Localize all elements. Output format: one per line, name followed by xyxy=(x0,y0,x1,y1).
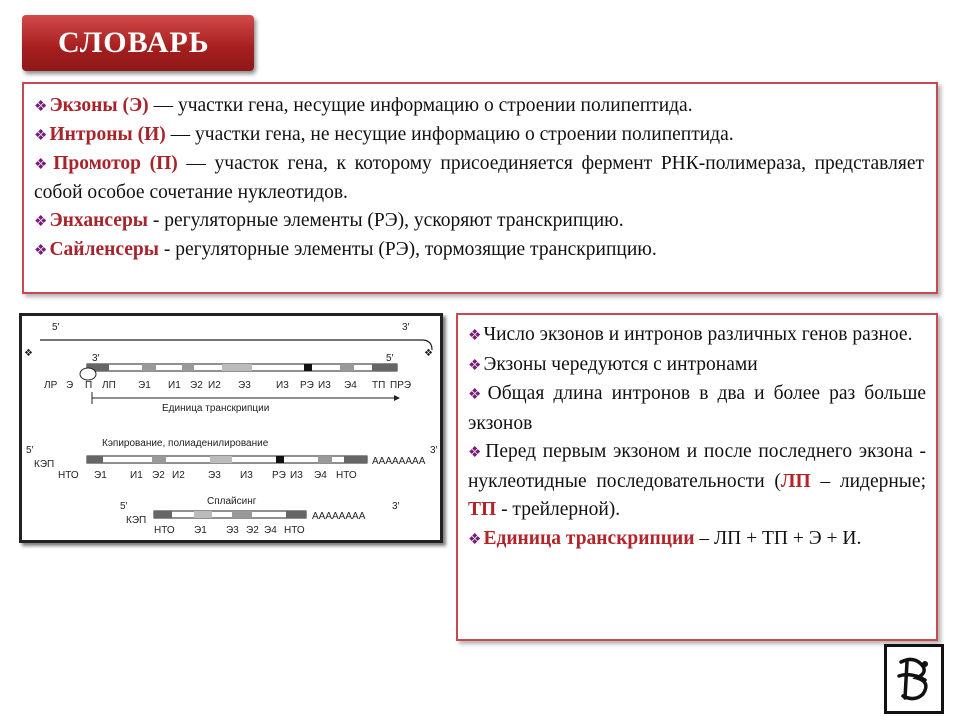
definition-term: Сайленсеры xyxy=(49,239,159,260)
rna2-label: Э1 xyxy=(194,525,207,536)
gene-label: И2 xyxy=(208,380,221,391)
exon-segment xyxy=(142,364,156,371)
rna2-label: Э4 xyxy=(264,525,277,536)
fact-item xyxy=(468,351,926,381)
rna2-tail: АААААААА xyxy=(312,511,366,522)
gene-label: И3 xyxy=(318,380,331,391)
definition-text: — участки гена, несущие информацию о строении полипептида. xyxy=(148,95,693,116)
bottom-3-end: 3′ xyxy=(92,353,100,364)
gene-label: П xyxy=(85,380,93,391)
gene-label: И1 xyxy=(168,380,181,391)
dna-top-3-end: 3′ xyxy=(402,322,410,333)
mature-mrna-bar xyxy=(154,511,306,518)
definition-item xyxy=(34,92,924,121)
gene-label: Э1 xyxy=(138,380,151,391)
gene-label: ТП xyxy=(372,380,386,391)
definition-text: — участки гена, не несущие информацию о строении полипептида. xyxy=(165,124,734,145)
definition-term: Интроны (И) xyxy=(49,124,166,145)
wave-icon: ❖ xyxy=(24,348,33,359)
fact-item xyxy=(468,438,926,525)
rna2-3-end: 3′ xyxy=(392,501,400,512)
rna1-label: Э2 xyxy=(152,470,165,481)
definition-term: Экзоны (Э) xyxy=(49,95,149,116)
splicing-label: Сплайсинг xyxy=(207,496,257,507)
fact-text: - трейлерной). xyxy=(496,499,621,520)
gene-label: Э xyxy=(66,380,74,391)
rna1-3-end: 3′ xyxy=(430,445,438,456)
definition-term: Энхансеры xyxy=(49,210,149,231)
trailer-term: ТП xyxy=(468,499,497,520)
fact-text: Экзоны чередуются с интронами xyxy=(483,353,758,375)
rna2-label: Э2 xyxy=(246,525,259,536)
exon-segment xyxy=(340,364,354,371)
rna1-label: НТО xyxy=(336,470,357,481)
bullet-icon: ❖ xyxy=(468,445,484,461)
facts-box xyxy=(456,313,938,641)
definition-item xyxy=(34,236,924,265)
fact-text: Общая длина интронов в два и более раз больше экзонов xyxy=(468,383,926,434)
rna1-label: И3 xyxy=(240,470,253,481)
rna1-cap: КЭП xyxy=(34,459,55,470)
bullet-icon: ❖ xyxy=(34,128,48,144)
exon-segment xyxy=(182,364,194,371)
bullet-icon: ❖ xyxy=(34,214,48,230)
fact-item xyxy=(468,525,926,555)
fact-text: – ЛП + ТП + Э + И. xyxy=(694,527,862,549)
bullet-icon: ❖ xyxy=(468,531,482,548)
fact-item xyxy=(468,380,926,438)
rna1-label: Э3 xyxy=(208,470,221,481)
definition-text: - регуляторные элементы (РЭ), ускоряют транскрипцию. xyxy=(148,210,624,231)
trailer-segment xyxy=(372,364,397,371)
gene-label: Э4 xyxy=(344,380,357,391)
gene-label: И3 xyxy=(276,380,289,391)
fact-text: Перед первым экзоном и после последнего экзона - нуклеотидные последовательности ( xyxy=(468,441,926,492)
fact-text: Число экзонов и интронов различных генов разное. xyxy=(483,324,913,345)
definition-item xyxy=(34,207,924,236)
bullet-icon: ❖ xyxy=(468,357,482,374)
rna1-label: НТО xyxy=(58,470,79,481)
definition-item xyxy=(34,121,924,150)
rna1-label: Э4 xyxy=(314,470,327,481)
gene-label: Э3 xyxy=(238,380,251,391)
rna2-label: НТО xyxy=(154,525,175,536)
bullet-icon: ❖ xyxy=(34,99,48,115)
rna1-label: И1 xyxy=(130,470,143,481)
rna2-label: Э3 xyxy=(226,525,239,536)
regulatory-segment xyxy=(304,364,312,371)
exon-segment xyxy=(222,364,252,371)
promoter-marker xyxy=(80,368,96,380)
fact-item xyxy=(468,321,926,351)
transcription-unit-label: Единица транскрипции xyxy=(162,403,270,414)
gene-label: РЭ xyxy=(300,380,314,391)
rna1-label: И3 xyxy=(290,470,303,481)
gene-label: ПРЭ xyxy=(390,380,412,391)
definition-text: - регуляторные элементы (РЭ), тормозящие транскрипцию. xyxy=(158,239,657,260)
bullet-icon: ❖ xyxy=(34,157,52,173)
title-banner xyxy=(22,15,254,71)
rna1-5-end: 5′ xyxy=(26,445,34,456)
definition-text: — участок гена, к которому присоединяется фермент РНК-полимераза, представляет собой особое сочетание нуклеотидов. xyxy=(34,153,925,203)
gene-label: Э2 xyxy=(190,380,203,391)
definitions-box xyxy=(22,82,938,294)
bullet-icon: ❖ xyxy=(468,387,486,403)
wave-icon: ❖ xyxy=(424,348,433,359)
monogram-logo-icon xyxy=(891,652,937,706)
rna1-tail: АААААААА xyxy=(372,456,426,467)
rna1-label: Э1 xyxy=(94,470,107,481)
gene-label: ЛП xyxy=(102,380,116,391)
rna1-label: И2 xyxy=(172,470,185,481)
gene-label: ЛР xyxy=(44,380,58,391)
rna1-label: РЭ xyxy=(272,470,286,481)
monogram-logo xyxy=(884,644,944,714)
page-title: СЛОВАРЬ xyxy=(58,26,210,59)
bottom-5-end: 5′ xyxy=(386,353,394,364)
rna2-5-end: 5′ xyxy=(120,501,128,512)
rna2-cap: КЭП xyxy=(126,515,147,526)
definition-term: Промотор (П) xyxy=(53,153,178,174)
fact-text: – лидерные; xyxy=(810,470,926,492)
rna2-label: НТО xyxy=(284,525,305,536)
definition-item xyxy=(34,150,924,207)
bullet-icon: ❖ xyxy=(34,243,48,259)
gene-diagram-svg xyxy=(22,316,440,540)
dna-top-5-end: 5′ xyxy=(52,322,60,333)
leader-term: ЛП xyxy=(780,470,811,492)
capping-label: Кэпирование, полиаденилирование xyxy=(102,438,269,449)
fact-term: Единица транскрипции xyxy=(483,527,695,549)
bullet-icon: ❖ xyxy=(468,328,482,344)
gene-structure-diagram xyxy=(19,313,443,543)
